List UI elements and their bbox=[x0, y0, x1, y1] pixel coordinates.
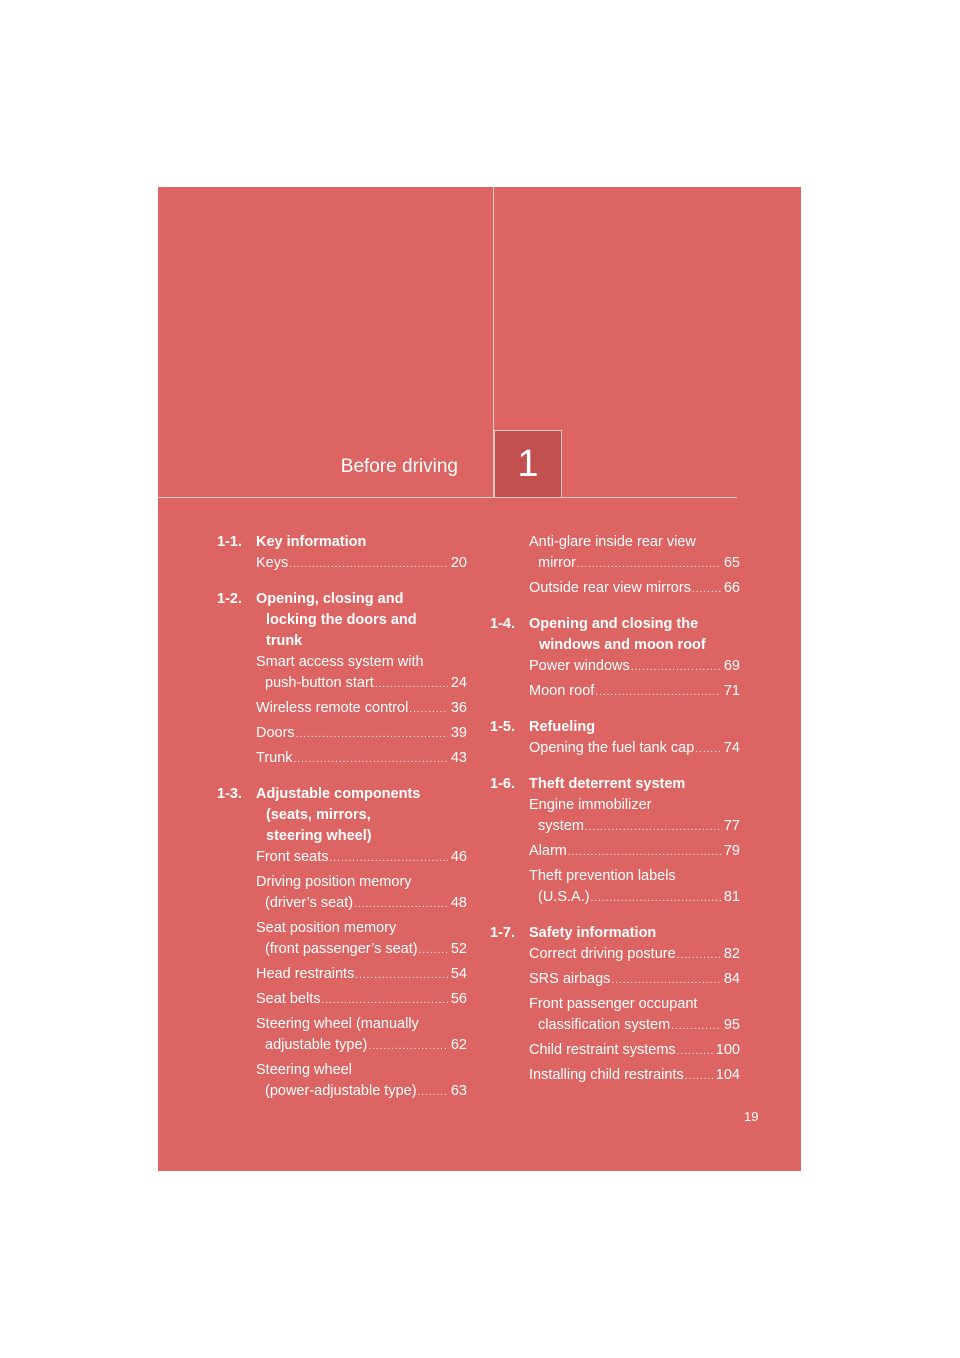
toc-entry-text: Doors bbox=[256, 725, 295, 741]
toc-entry-row bbox=[529, 816, 740, 838]
toc-page-number: 74 bbox=[723, 740, 740, 756]
toc-entry-text: (power-adjustable type) bbox=[265, 1083, 417, 1099]
dot-leader bbox=[409, 699, 448, 720]
toc-entry-text: Opening the fuel tank cap bbox=[529, 740, 695, 756]
toc-column-left bbox=[217, 532, 467, 1117]
dot-leader bbox=[692, 579, 721, 600]
chapter-number-badge: 1 bbox=[494, 430, 562, 497]
toc-entry[interactable] bbox=[256, 989, 467, 1011]
toc-entry-row bbox=[256, 748, 467, 770]
section-number: 1-7. bbox=[490, 925, 515, 941]
toc-entry-row bbox=[256, 553, 467, 575]
toc-section bbox=[490, 717, 740, 760]
toc-entry-text: Power windows bbox=[529, 658, 630, 674]
toc-section bbox=[217, 532, 467, 575]
toc-page-number: 54 bbox=[450, 966, 467, 982]
toc-entry[interactable] bbox=[256, 698, 467, 720]
toc-page-number: 79 bbox=[723, 843, 740, 859]
toc-entry-text: Engine immobilizer bbox=[529, 797, 652, 813]
toc-entry-text: Outside rear view mirrors bbox=[529, 580, 691, 596]
section-number: 1-3. bbox=[217, 786, 242, 802]
section-title bbox=[529, 774, 740, 795]
section-title-line: Opening and closing the bbox=[529, 616, 699, 632]
section-number: 1-5. bbox=[490, 719, 515, 735]
section-title bbox=[256, 532, 467, 553]
section-title-line: steering wheel) bbox=[266, 828, 372, 844]
dot-leader bbox=[611, 970, 720, 991]
toc-entry-row bbox=[256, 893, 467, 915]
toc-entry-text: Smart access system with bbox=[256, 654, 424, 670]
toc-entry[interactable] bbox=[529, 681, 740, 703]
dot-leader bbox=[418, 1082, 448, 1103]
toc-entry-row bbox=[256, 847, 467, 869]
toc-entry-text: SRS airbags bbox=[529, 971, 611, 987]
toc-entry-row bbox=[529, 553, 740, 575]
toc-entry-text: adjustable type) bbox=[265, 1037, 368, 1053]
toc-entry-row bbox=[529, 578, 740, 600]
toc-page-number: 66 bbox=[723, 580, 740, 596]
dot-leader bbox=[322, 990, 448, 1011]
toc-entry-text: Installing child restraints bbox=[529, 1067, 684, 1083]
section-number: 1-6. bbox=[490, 776, 515, 792]
toc-entry-text: Wireless remote control bbox=[256, 700, 409, 716]
toc-section bbox=[217, 589, 467, 770]
section-heading[interactable] bbox=[217, 589, 467, 652]
toc-entry-text: Driving position memory bbox=[256, 874, 412, 890]
section-heading[interactable] bbox=[490, 923, 740, 944]
toc-entry[interactable] bbox=[529, 795, 740, 838]
dot-leader bbox=[677, 1041, 713, 1062]
toc-entry-row bbox=[256, 698, 467, 720]
dot-leader bbox=[355, 965, 448, 986]
toc-entry[interactable] bbox=[529, 738, 740, 760]
dot-leader bbox=[695, 739, 721, 760]
toc-section bbox=[490, 774, 740, 909]
horizontal-rule bbox=[158, 497, 737, 498]
toc-section-continued bbox=[490, 532, 740, 600]
toc-entry[interactable] bbox=[256, 918, 467, 961]
dot-leader bbox=[591, 888, 721, 909]
toc-entry-text: Head restraints bbox=[256, 966, 355, 982]
toc-page-number: 63 bbox=[450, 1083, 467, 1099]
dot-leader bbox=[375, 674, 448, 695]
toc-entry-text: Seat position memory bbox=[256, 920, 397, 936]
section-title-line: trunk bbox=[266, 633, 303, 649]
dot-leader bbox=[289, 554, 448, 575]
toc-entry-text: Front seats bbox=[256, 849, 329, 865]
section-title-line: Theft deterrent system bbox=[529, 776, 686, 792]
section-title bbox=[529, 923, 740, 944]
section-title bbox=[529, 717, 740, 738]
toc-entry-text: push-button start bbox=[265, 675, 374, 691]
toc-page-number: 65 bbox=[723, 555, 740, 571]
toc-entry-text: Steering wheel bbox=[256, 1062, 352, 1078]
toc-page-number: 46 bbox=[450, 849, 467, 865]
toc-entry[interactable] bbox=[529, 994, 740, 1037]
dot-leader bbox=[585, 817, 721, 838]
dot-leader bbox=[419, 940, 448, 961]
toc-entry-row bbox=[256, 1035, 467, 1057]
toc-entry-row bbox=[256, 673, 467, 695]
toc-entry-row bbox=[529, 681, 740, 703]
section-heading[interactable] bbox=[490, 717, 740, 738]
toc-entry-row bbox=[529, 1065, 740, 1087]
toc-entry[interactable] bbox=[529, 656, 740, 678]
toc-entry[interactable] bbox=[256, 1014, 467, 1057]
toc-page-number: 84 bbox=[723, 971, 740, 987]
dot-leader bbox=[368, 1036, 447, 1057]
section-title-line: Adjustable components bbox=[256, 786, 421, 802]
section-title-line: (seats, mirrors, bbox=[266, 807, 371, 823]
toc-entry[interactable] bbox=[529, 578, 740, 600]
dot-leader bbox=[631, 657, 721, 678]
toc-entry-text: Keys bbox=[256, 555, 289, 571]
toc-page-number: 56 bbox=[450, 991, 467, 1007]
section-title-line: locking the doors and bbox=[266, 612, 417, 628]
toc-page-number: 104 bbox=[715, 1067, 740, 1083]
toc-page-number: 77 bbox=[723, 818, 740, 834]
dot-leader bbox=[685, 1066, 713, 1087]
toc-entry-text: Seat belts bbox=[256, 991, 321, 1007]
dot-leader bbox=[296, 724, 448, 745]
toc-page-number: 20 bbox=[450, 555, 467, 571]
toc-entry[interactable] bbox=[529, 944, 740, 966]
section-number: 1-1. bbox=[217, 534, 242, 550]
toc-entry[interactable] bbox=[256, 652, 467, 695]
toc-entry-row bbox=[529, 738, 740, 760]
dot-leader bbox=[330, 848, 448, 869]
section-title-line: Opening, closing and bbox=[256, 591, 404, 607]
toc-entry-text: Anti-glare inside rear view bbox=[529, 534, 696, 550]
section-number: 1-4. bbox=[490, 616, 515, 632]
dot-leader bbox=[595, 682, 721, 703]
toc-page-number: 39 bbox=[450, 725, 467, 741]
toc-entry[interactable] bbox=[256, 748, 467, 770]
dot-leader bbox=[671, 1016, 721, 1037]
toc-entry-text: Correct driving posture bbox=[529, 946, 676, 962]
section-heading[interactable] bbox=[217, 784, 467, 847]
toc-entry[interactable] bbox=[529, 1040, 740, 1062]
section-title bbox=[256, 589, 467, 652]
toc-page-number: 81 bbox=[723, 889, 740, 905]
toc-page-number: 95 bbox=[723, 1017, 740, 1033]
toc-entry[interactable] bbox=[529, 866, 740, 909]
toc-entry-row bbox=[256, 989, 467, 1011]
toc-entry-text: (front passenger’s seat) bbox=[265, 941, 418, 957]
toc-page-number: 71 bbox=[723, 683, 740, 699]
toc-entry-text: Child restraint systems bbox=[529, 1042, 676, 1058]
toc-page-number: 62 bbox=[450, 1037, 467, 1053]
toc-entry-row bbox=[256, 1081, 467, 1103]
toc-entry[interactable] bbox=[256, 553, 467, 575]
toc-entry-text: Front passenger occupant bbox=[529, 996, 698, 1012]
toc-entry[interactable] bbox=[529, 1065, 740, 1087]
dot-leader bbox=[354, 894, 448, 915]
toc-page-number: 24 bbox=[450, 675, 467, 691]
toc-entry-row bbox=[256, 723, 467, 745]
toc-page-number: 52 bbox=[450, 941, 467, 957]
toc-entry-text: (U.S.A.) bbox=[538, 889, 590, 905]
section-heading[interactable] bbox=[490, 774, 740, 795]
toc-entry[interactable] bbox=[256, 723, 467, 745]
toc-entry-row bbox=[529, 1015, 740, 1037]
page-number: 19 bbox=[744, 1109, 759, 1124]
section-title-line: Key information bbox=[256, 534, 367, 550]
toc-entry[interactable] bbox=[529, 969, 740, 991]
toc-page-number: 36 bbox=[450, 700, 467, 716]
toc-entry-text: system bbox=[538, 818, 584, 834]
toc-section bbox=[490, 614, 740, 703]
toc-column-right bbox=[490, 532, 740, 1101]
toc-entry[interactable] bbox=[529, 841, 740, 863]
dot-leader bbox=[577, 554, 721, 575]
toc-entry-text: Theft prevention labels bbox=[529, 868, 676, 884]
toc-entry-text: Moon roof bbox=[529, 683, 595, 699]
toc-entry[interactable] bbox=[256, 1060, 467, 1103]
toc-entry-row bbox=[529, 1040, 740, 1062]
section-title-line: windows and moon roof bbox=[539, 637, 706, 653]
toc-entry-row bbox=[529, 887, 740, 909]
toc-entry-row bbox=[256, 964, 467, 986]
toc-page-number: 69 bbox=[723, 658, 740, 674]
section-heading[interactable] bbox=[490, 614, 740, 656]
toc-section bbox=[217, 784, 467, 1103]
section-heading[interactable] bbox=[217, 532, 467, 553]
toc-entry-text: classification system bbox=[538, 1017, 671, 1033]
dot-leader bbox=[568, 842, 721, 863]
dot-leader bbox=[677, 945, 721, 966]
toc-entry-text: mirror bbox=[538, 555, 576, 571]
toc-entry-row bbox=[529, 969, 740, 991]
toc-section bbox=[490, 923, 740, 1087]
dot-leader bbox=[294, 749, 448, 770]
chapter-title: Before driving bbox=[340, 456, 458, 477]
section-title-line: Safety information bbox=[529, 925, 657, 941]
toc-entry-row bbox=[529, 656, 740, 678]
section-title bbox=[529, 614, 740, 656]
toc-entry[interactable] bbox=[256, 847, 467, 869]
toc-entry-row bbox=[256, 939, 467, 961]
section-title-line: Refueling bbox=[529, 719, 596, 735]
toc-entry[interactable] bbox=[256, 964, 467, 986]
toc-entry-text: Alarm bbox=[529, 843, 567, 859]
toc-page-number: 100 bbox=[715, 1042, 740, 1058]
toc-entry-row bbox=[529, 841, 740, 863]
section-number: 1-2. bbox=[217, 591, 242, 607]
toc-entry-row bbox=[529, 944, 740, 966]
section-title bbox=[256, 784, 467, 847]
toc-page-number: 82 bbox=[723, 946, 740, 962]
toc-entry[interactable] bbox=[256, 872, 467, 915]
toc-page-number: 48 bbox=[450, 895, 467, 911]
toc-entry-text: Steering wheel (manually bbox=[256, 1016, 419, 1032]
toc-entry[interactable] bbox=[529, 532, 740, 575]
toc-page-number: 43 bbox=[450, 750, 467, 766]
toc-entry-text: Trunk bbox=[256, 750, 293, 766]
toc-entry-text: (driver’s seat) bbox=[265, 895, 354, 911]
